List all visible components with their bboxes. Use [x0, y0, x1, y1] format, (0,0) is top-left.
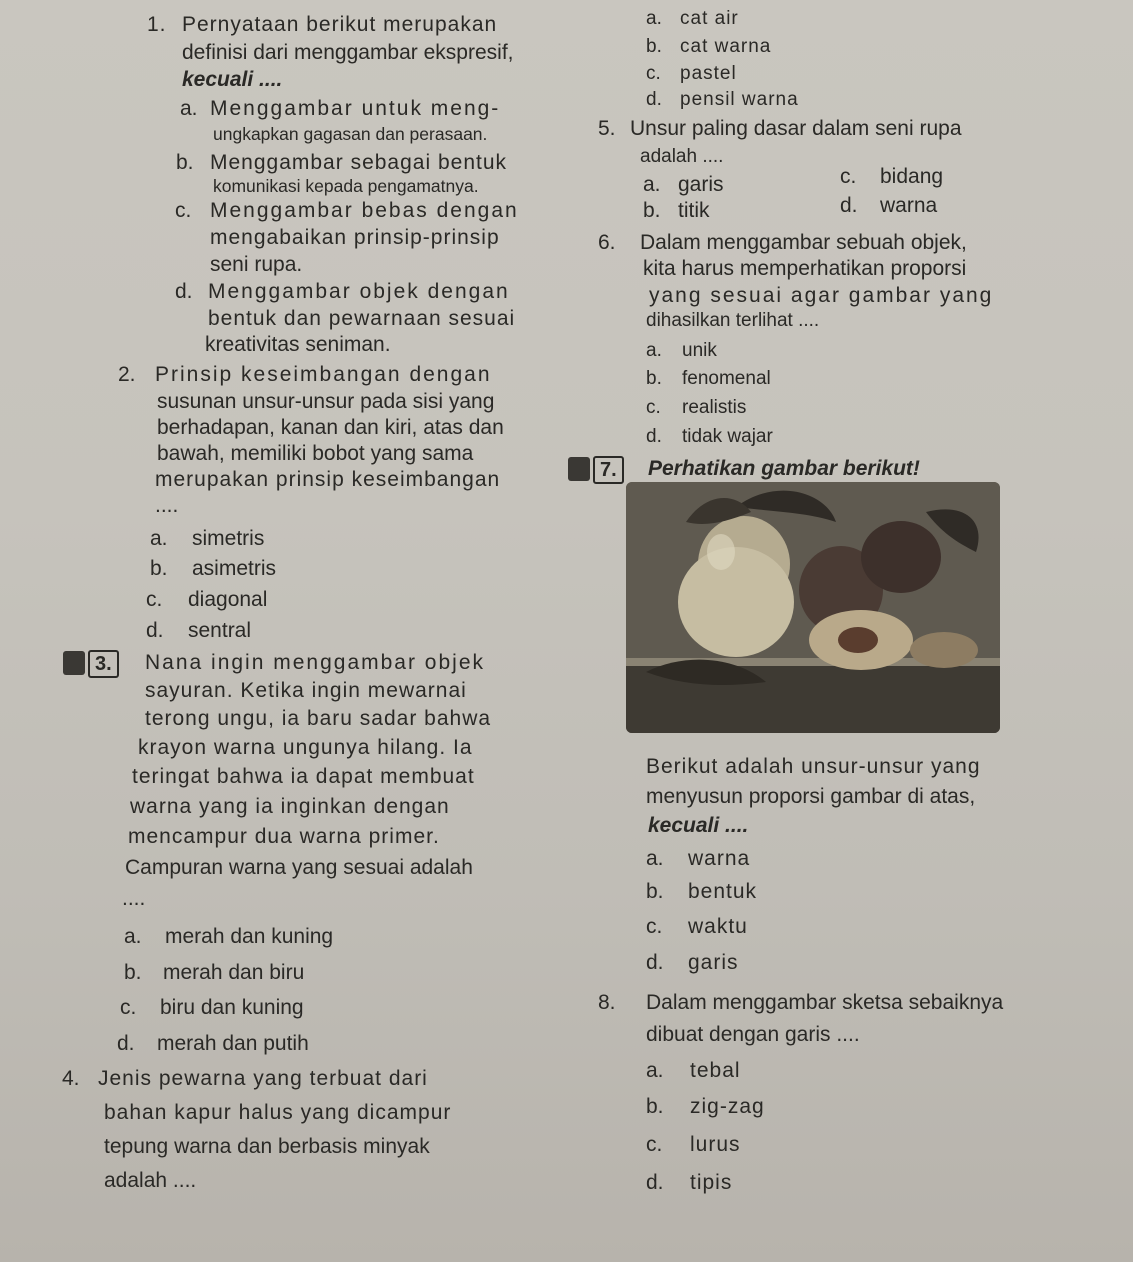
q8-stem-line: Dalam menggambar sketsa sebaiknya	[646, 991, 1004, 1014]
q7-option-letter: c.	[646, 915, 663, 938]
still-life-fruit-painting	[626, 482, 1000, 733]
q3-stem-line: warna yang ia inginkan dengan	[130, 795, 450, 818]
q2-option-letter: c.	[146, 588, 163, 611]
q1-option-letter: a.	[180, 97, 198, 120]
q3-option-letter: c.	[120, 996, 137, 1019]
q4-option-letter: d.	[646, 89, 662, 110]
q8-option-letter: d.	[646, 1171, 664, 1194]
q7-stem-line: kecuali ....	[648, 814, 749, 837]
q5-option-text: warna	[880, 194, 938, 217]
q4-option-text: cat air	[680, 8, 739, 29]
q3-option-text: merah dan putih	[157, 1032, 309, 1055]
pear-shape	[678, 547, 794, 657]
q1-option-letter: b.	[176, 151, 194, 174]
hots-badge-icon	[568, 457, 590, 481]
q7-option-letter: a.	[646, 847, 664, 870]
q1-option-text: bentuk dan pewarnaan sesuai	[208, 307, 516, 330]
q4-option-text: pastel	[680, 63, 737, 84]
q7-option-text: warna	[688, 847, 751, 870]
q6-number: 6.	[598, 231, 616, 254]
q6-option-letter: d.	[646, 426, 662, 447]
q1-option-text: Menggambar bebas dengan	[210, 199, 519, 222]
q8-option-text: tebal	[690, 1059, 741, 1082]
q6-stem-line: Dalam menggambar sebuah objek,	[640, 231, 967, 254]
q7-option-text: garis	[688, 951, 739, 974]
q6-option-text: realistis	[682, 397, 747, 418]
peach-half-shape	[910, 632, 978, 668]
q1-stem-line: kecuali ....	[182, 68, 283, 91]
q4-option-text: cat warna	[680, 36, 772, 57]
q5-option-text: titik	[678, 199, 710, 222]
q2-stem-line: ....	[155, 494, 179, 517]
q6-stem-line: dihasilkan terlihat ....	[646, 310, 820, 331]
apple-shape	[861, 521, 941, 593]
q1-option-text: seni rupa.	[210, 253, 303, 276]
q2-option-letter: b.	[150, 557, 168, 580]
q2-stem-line: Prinsip keseimbangan dengan	[155, 363, 492, 386]
q5-option-letter: a.	[643, 173, 661, 196]
q3-option-letter: b.	[124, 961, 142, 984]
q6-option-letter: c.	[646, 397, 661, 418]
q5-option-letter: d.	[840, 194, 858, 217]
q2-option-text: diagonal	[188, 588, 268, 611]
q5-number: 5.	[598, 117, 616, 140]
q7-option-text: bentuk	[688, 880, 758, 903]
q3-option-letter: d.	[117, 1032, 135, 1055]
q4-stem-line: adalah ....	[104, 1169, 197, 1192]
q5-option-text: garis	[678, 173, 724, 196]
q2-option-text: asimetris	[192, 557, 277, 580]
q8-option-text: tipis	[690, 1171, 733, 1194]
q3-stem-line: krayon warna ungunya hilang. Ia	[138, 736, 473, 759]
q6-stem-line: yang sesuai agar gambar yang	[649, 284, 994, 307]
q7-option-text: waktu	[688, 915, 748, 938]
q4-number: 4.	[62, 1067, 80, 1090]
q1-option-text: komunikasi kepada pengamatnya.	[213, 176, 479, 196]
still-life-svg	[626, 482, 1000, 733]
q8-option-letter: b.	[646, 1095, 664, 1118]
q3-option-text: merah dan biru	[163, 961, 305, 984]
q4-option-text: pensil warna	[680, 89, 799, 110]
q8-option-text: lurus	[690, 1133, 741, 1156]
q5-option-letter: c.	[840, 165, 857, 188]
q8-option-letter: c.	[646, 1133, 663, 1156]
q1-option-text: mengabaikan prinsip-prinsip	[210, 226, 500, 249]
q6-option-letter: b.	[646, 368, 662, 389]
q7-stem-line: Berikut adalah unsur-unsur yang	[646, 755, 981, 778]
hots-badge-icon	[63, 651, 85, 675]
q3-stem-line: Nana ingin menggambar objek	[145, 651, 486, 674]
q2-option-text: sentral	[188, 619, 252, 642]
q4-option-letter: c.	[646, 63, 661, 84]
q8-option-letter: a.	[646, 1059, 664, 1082]
q8-stem-line: dibuat dengan garis ....	[646, 1023, 860, 1046]
q8-number: 8.	[598, 991, 616, 1014]
q2-stem-line: bawah, memiliki bobot yang sama	[157, 442, 474, 465]
q5-option-letter: b.	[643, 199, 661, 222]
q4-option-letter: b.	[646, 36, 662, 57]
q1-stem-line: definisi dari menggambar ekspresif,	[182, 41, 514, 64]
q1-option-letter: d.	[175, 280, 193, 303]
q3-stem-line: ....	[122, 887, 146, 910]
q6-option-text: fenomenal	[682, 368, 771, 389]
q7-option-letter: b.	[646, 880, 664, 903]
q6-stem-line: kita harus memperhatikan proporsi	[643, 257, 967, 280]
q6-option-text: unik	[682, 340, 717, 361]
q4-stem-line: Jenis pewarna yang terbuat dari	[98, 1067, 428, 1090]
q5-option-text: bidang	[880, 165, 944, 188]
q1-option-text: Menggambar untuk meng-	[210, 97, 501, 120]
q3-option-letter: a.	[124, 925, 142, 948]
q6-option-text: tidak wajar	[682, 426, 773, 447]
q2-number: 2.	[118, 363, 136, 386]
q3-stem-line: mencampur dua warna primer.	[128, 825, 440, 848]
q3-option-text: biru dan kuning	[160, 996, 304, 1019]
q7-instruction: Perhatikan gambar berikut!	[648, 457, 920, 480]
q1-option-letter: c.	[175, 199, 192, 222]
q3-option-text: merah dan kuning	[165, 925, 334, 948]
q1-option-text: kreativitas seniman.	[205, 333, 391, 356]
q3-stem-line: sayuran. Ketika ingin mewarnai	[145, 679, 467, 702]
q1-stem-line: Pernyataan berikut merupakan	[182, 13, 498, 36]
q1-option-text: Menggambar objek dengan	[208, 280, 510, 303]
q4-stem-line: bahan kapur halus yang dicampur	[104, 1101, 452, 1124]
q6-option-letter: a.	[646, 340, 662, 361]
q8-option-text: zig-zag	[690, 1095, 765, 1118]
q4-stem-line: tepung warna dan berbasis minyak	[104, 1135, 430, 1158]
q3-stem-line: Campuran warna yang sesuai adalah	[125, 856, 473, 879]
q1-option-text: Menggambar sebagai bentuk	[210, 151, 508, 174]
q3-number: 3.	[88, 650, 119, 678]
q3-stem-line: teringat bahwa ia dapat membuat	[132, 765, 475, 788]
q7-option-letter: d.	[646, 951, 664, 974]
peach-pit-shape	[838, 627, 878, 653]
q5-stem-line: Unsur paling dasar dalam seni rupa	[630, 117, 962, 140]
q1-number: 1.	[147, 13, 167, 36]
q2-stem-line: susunan unsur-unsur pada sisi yang	[157, 390, 495, 413]
q7-stem-line: menyusun proporsi gambar di atas,	[646, 785, 976, 808]
q4-option-letter: a.	[646, 8, 662, 29]
q2-option-letter: a.	[150, 527, 168, 550]
q2-option-text: simetris	[192, 527, 265, 550]
q2-stem-line: berhadapan, kanan dan kiri, atas dan	[157, 416, 504, 439]
q2-option-letter: d.	[146, 619, 164, 642]
q3-stem-line: terong ungu, ia baru sadar bahwa	[145, 707, 492, 730]
q1-option-text: ungkapkan gagasan dan perasaan.	[213, 124, 488, 144]
q5-stem-line: adalah ....	[640, 146, 724, 167]
q2-stem-line: merupakan prinsip keseimbangan	[155, 468, 501, 491]
q7-number: 7.	[593, 456, 624, 484]
